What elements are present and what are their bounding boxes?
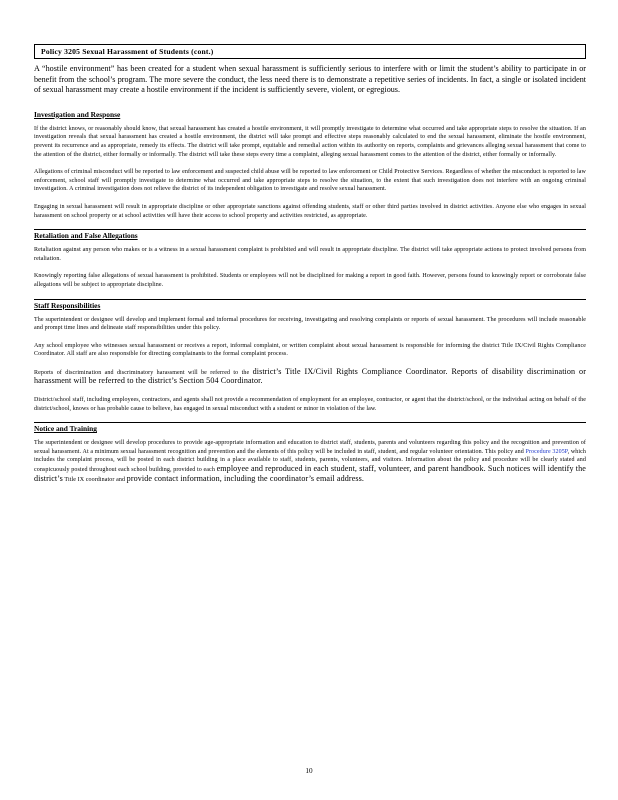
page-number: 10 <box>305 767 313 775</box>
staff-paragraph-2: Any school employee who witnesses sexual harassment or receives a report, informal complaint, or written complaint about sexual harassment is responsible for informing the district Title IX/Civil Rights Compliance Coordinator. All staff are also responsible for directing complainants to the formal complaint process. <box>34 342 586 358</box>
investigation-paragraph-1: If the district knows, or reasonably should know, that sexual harassment has created a hostile environment, it will promptly investigate to determine what occurred and take appropriate steps to resolve the situation. If an investigation reveals that sexual harassment has created a hostile environment, the district will take prompt and effective steps reasonably calculated to end the sexual harassment, eliminate the hostile environment, prevent its recurrence and as appropriate, remedy its effects. The district will take prompt, equitable and remedial action within its authority on reports, complaints and grievances alleging sexual harassment that come to the attention of the district, either formally or informally. The district will take these steps every time a complaint, alleging sexual harassment comes to the attention of the district, either formally or informally. <box>34 125 586 158</box>
staff-heading: Staff Responsibilities <box>34 299 586 311</box>
retaliation-paragraph-2: Knowingly reporting false allegations of sexual harassment is prohibited. Students or employees will not be disciplined for making a report in good faith. However, persons found to knowingly report or corroborate false allegations will be subject to appropriate discipline. <box>34 273 586 288</box>
notice-text-d: Title IX coordinator and <box>64 476 126 483</box>
notice-paragraph <box>34 439 586 484</box>
investigation-paragraph-3: Engaging in sexual harassment will result in appropriate discipline or other appropriate sanctions against offending students, staff or other third parties involved in district activities. Anyone else who engages in sexual harassment on school property or at school activities will have their access to school property and activities restricted, as appropriate. <box>34 203 586 219</box>
staff-paragraph-4: District/school staff, including employees, contractors, and agents shall not provide a recommendation of employment for an employee, contractor, or agent that the district/school, or the individual acting on behalf of the district/school, knows or has probable cause to believe, has engaged in sexual misconduct with a student or minor in violation of the law. <box>34 397 586 412</box>
policy-header: Policy 3205 Sexual Harassment of Students (cont.) <box>34 44 586 59</box>
investigation-paragraph-2: Allegations of criminal misconduct will be reported to law enforcement and suspected child abuse will be reported to law enforcement or Child Protective Services. Regardless of whether the misconduct is reported to law enforcement, school staff will promptly investigate to determine what occurred and take appropriate steps to resolve the situation, to the extent that such investigation does not interfere with an ongoing criminal investigation. A criminal investigation does not relieve the district of its independent obligation to investigate and resolve sexual harassment. <box>34 169 586 193</box>
notice-heading: Notice and Training <box>34 422 586 434</box>
staff-paragraph-1: The superintendent or designee will develop and implement formal and informal procedures for receiving, investigating and resolving complaints or reports of sexual harassment. The procedures will include reasonable and prompt time lines and delineate staff responsibilities under this policy. <box>34 316 586 332</box>
intro-paragraph: A “hostile environment” has been created for a student when sexual harassment is sufficiently serious to interfere with or limit the student’s ability to participate in or benefit from the school’s program. The more severe the conduct, the less need there is to demonstrate a repetitive series of incidents. In fact, a single or isolated incident of sexual harassment may create a hostile environment if the incident is sufficiently severe, violent, or egregious. <box>34 64 586 95</box>
notice-text-c: employee and reproduced in each student, staff, volunteer, and parent handbook. Such notices will identify the district’s <box>34 464 586 483</box>
staff-paragraph-3 <box>34 368 586 387</box>
notice-text-a: The superintendent or designee will develop procedures to provide age-appropriate information and education to district staff, students, parents and volunteers regarding this policy and the recognition and prevention of sexual harassment. At a minimum sexual harassment recognition and prevention and the elements of this policy will be included in staff, student, and regular volunteer orientation. This policy and <box>34 440 586 455</box>
document-page <box>34 44 586 493</box>
retaliation-heading: Retaliation and False Allegations <box>34 229 586 241</box>
notice-text-e: provide contact information, including the coordinator’s email address. <box>126 473 365 483</box>
procedure-3205p-link[interactable]: Procedure 3205P <box>525 448 568 455</box>
staff-paragraph-3-main: district’s Title IX/Civil Rights Compliance Coordinator. Reports of disability discrimination or harassment will be referred to the district’s Section 504 Coordinator. <box>34 366 586 386</box>
staff-paragraph-3-lead: Reports of discrimination and discriminatory harassment will be referred to the <box>34 369 250 376</box>
notice-text-b: , which includes the complaint process, will be posted in each district building in a place available to staff, students, parents, volunteers, and visitors. Information about the policy and procedure will be clearly stated and conspicuously posted throughout each school building, provided to each <box>34 448 587 474</box>
retaliation-paragraph-1: Retaliation against any person who makes or is a witness in a sexual harassment complaint is prohibited and will result in appropriate discipline. The district will take appropriate actions to protect involved persons from retaliation. <box>34 247 586 262</box>
investigation-heading: Investigation and Response <box>34 109 121 119</box>
